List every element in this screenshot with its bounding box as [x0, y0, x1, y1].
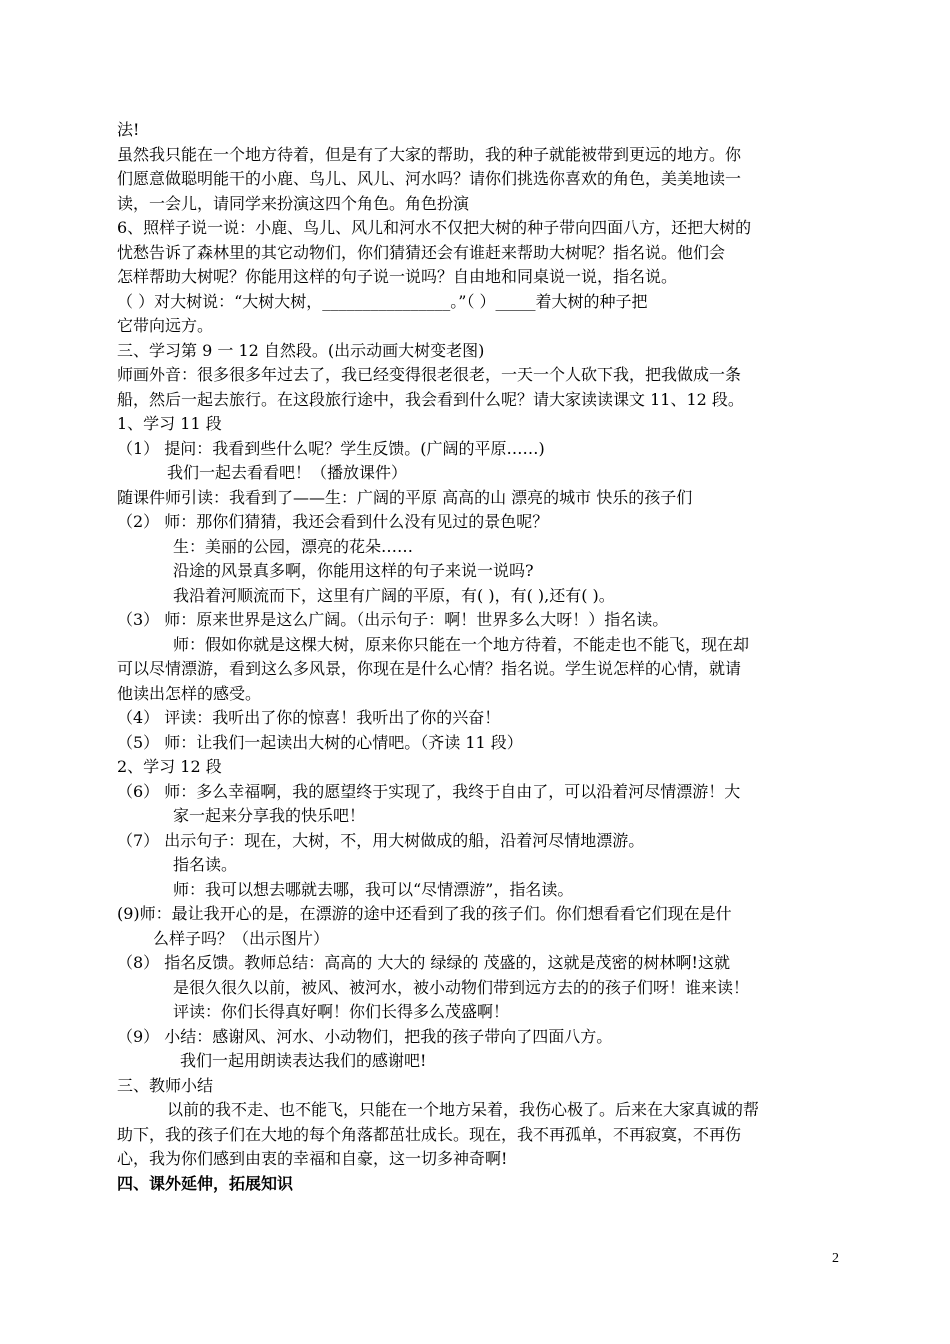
text-line: 我沿着河顺流而下，这里有广阔的平原，有( )，有( ),还有( )。: [173, 585, 615, 605]
text-line: 师：我可以想去哪就去哪，我可以“尽情漂游”，指名读。: [173, 879, 574, 899]
text-line: 三、学习第 9 一 12 自然段。(出示动画大树变老图): [117, 340, 485, 360]
text-line: （7） 出示句子：现在，大树，不，用大树做成的船，沿着河尽情地漂游。: [117, 830, 645, 850]
text-line: 法!: [117, 120, 140, 139]
text-line: 师：假如你就是这棵大树，原来你只能在一个地方待着，不能走也不能飞，现在却: [173, 634, 750, 654]
text-line: 虽然我只能在一个地方待着，但是有了大家的帮助，我的种子就能被带到更远的地方。你: [117, 144, 742, 164]
text-line: 家一起来分享我的快乐吧！: [173, 806, 366, 825]
text-line: 师画外音：很多很多年过去了，我已经变得很老很老，一天一个人砍下我，把我做成一条: [117, 365, 742, 384]
text-line: 们愿意做聪明能干的小鹿、鸟儿、风儿、河水吗？请你们挑选你喜欢的角色，美美地读一: [117, 169, 742, 188]
text-line: 三、教师小结: [117, 1075, 214, 1095]
text-line: （ ）对大树说：“大树大树，________________。”（ ）_____着大树的种子把: [117, 291, 648, 311]
text-line: （9） 小结：感谢风、河水、小动物们，把我的孩子带向了四面八方。: [117, 1026, 613, 1046]
text-line: 心，我为你们感到由衷的幸福和自豪，这一切多神奇啊!: [117, 1149, 508, 1168]
text-line: 它带向远方。: [117, 316, 214, 335]
text-line: 指名读。: [173, 855, 238, 874]
text-line: 船，然后一起去旅行。在这段旅行途中，我会看到什么呢？请大家读读课文 11、12 段。: [117, 389, 744, 409]
text-line: （4） 评读：我听出了你的惊喜！我听出了你的兴奋！: [117, 708, 501, 727]
text-line: （5） 师：让我们一起读出大树的心情吧。（齐读 11 段）: [117, 732, 523, 752]
text-line: 是很久很久以前，被风、被河水，被小动物们带到远方去的的孩子们呀！谁来读！: [173, 977, 750, 997]
text-line: 6、照样子说一说：小鹿、鸟儿、风儿和河水不仅把大树的种子带向四面八方，还把大树的: [117, 218, 752, 237]
text-line: （6） 师：多么幸福啊，我的愿望终于实现了，我终于自由了，可以沿着河尽情漂游！大: [117, 781, 741, 801]
text-line: 忧愁告诉了森林里的其它动物们，你们猜猜还会有谁赶来帮助大树呢？指名说。他们会: [117, 242, 726, 262]
text-line: 怎样帮助大树呢？你能用这样的句子说一说吗？自由地和同桌说一说，指名说。: [117, 267, 678, 286]
text-line: （2） 师：那你们猜猜，我还会看到什么没有见过的景色呢？: [117, 512, 549, 531]
text-line: 他读出怎样的感受。: [117, 683, 262, 703]
text-line: （3） 师：原来世界是这么广阔。（出示句子：啊！世界多么大呀！）指名读。: [117, 610, 669, 629]
text-line: 评读：你们长得真好啊！你们长得多么茂盛啊！: [173, 1002, 510, 1021]
text-line: （8） 指名反馈。教师总结：高高的 大大的 绿绿的 茂盛的，这就是茂密的树林啊!这就: [117, 953, 730, 972]
text-line: （1） 提问：我看到些什么呢？学生反馈。(广阔的平原……): [117, 438, 545, 458]
text-line: 随课件师引读：我看到了——生：广阔的平原 高高的山 漂亮的城市 快乐的孩子们: [117, 487, 693, 507]
text-line: 2、学习 12 段: [117, 757, 222, 776]
text-line: 1、学习 11 段: [117, 414, 222, 433]
text-line: 以前的我不走、也不能飞，只能在一个地方呆着，我伤心极了。后来在大家真诚的帮: [167, 1100, 760, 1119]
document-body: [117, 118, 839, 1196]
page-number: 2: [832, 1251, 839, 1266]
text-line: (9)师：最让我开心的是，在漂游的途中还看到了我的孩子们。你们想看看它们现在是什: [117, 904, 732, 923]
text-line: 四、课外延伸，拓展知识: [117, 1173, 294, 1193]
text-line: 沿途的风景真多啊，你能用这样的句子来说一说吗?: [173, 561, 534, 580]
text-line: 么样子吗？（出示图片）: [153, 928, 330, 948]
text-line: 我们一起去看看吧！（播放课件）: [167, 463, 408, 482]
text-line: 我们一起用朗读表达我们的感谢吧!: [180, 1051, 427, 1070]
text-line: 可以尽情漂游，看到这么多风景，你现在是什么心情？指名说。学生说怎样的心情，就请: [117, 659, 742, 678]
text-line: 生：美丽的公园，漂亮的花朵……: [173, 536, 414, 556]
text-line: 助下，我的孩子们在大地的每个角落都茁壮成长。现在，我不再孤单，不再寂寞，不再伤: [117, 1124, 742, 1144]
text-line: 读，一会儿，请同学来扮演这四个角色。角色扮演: [117, 193, 470, 213]
